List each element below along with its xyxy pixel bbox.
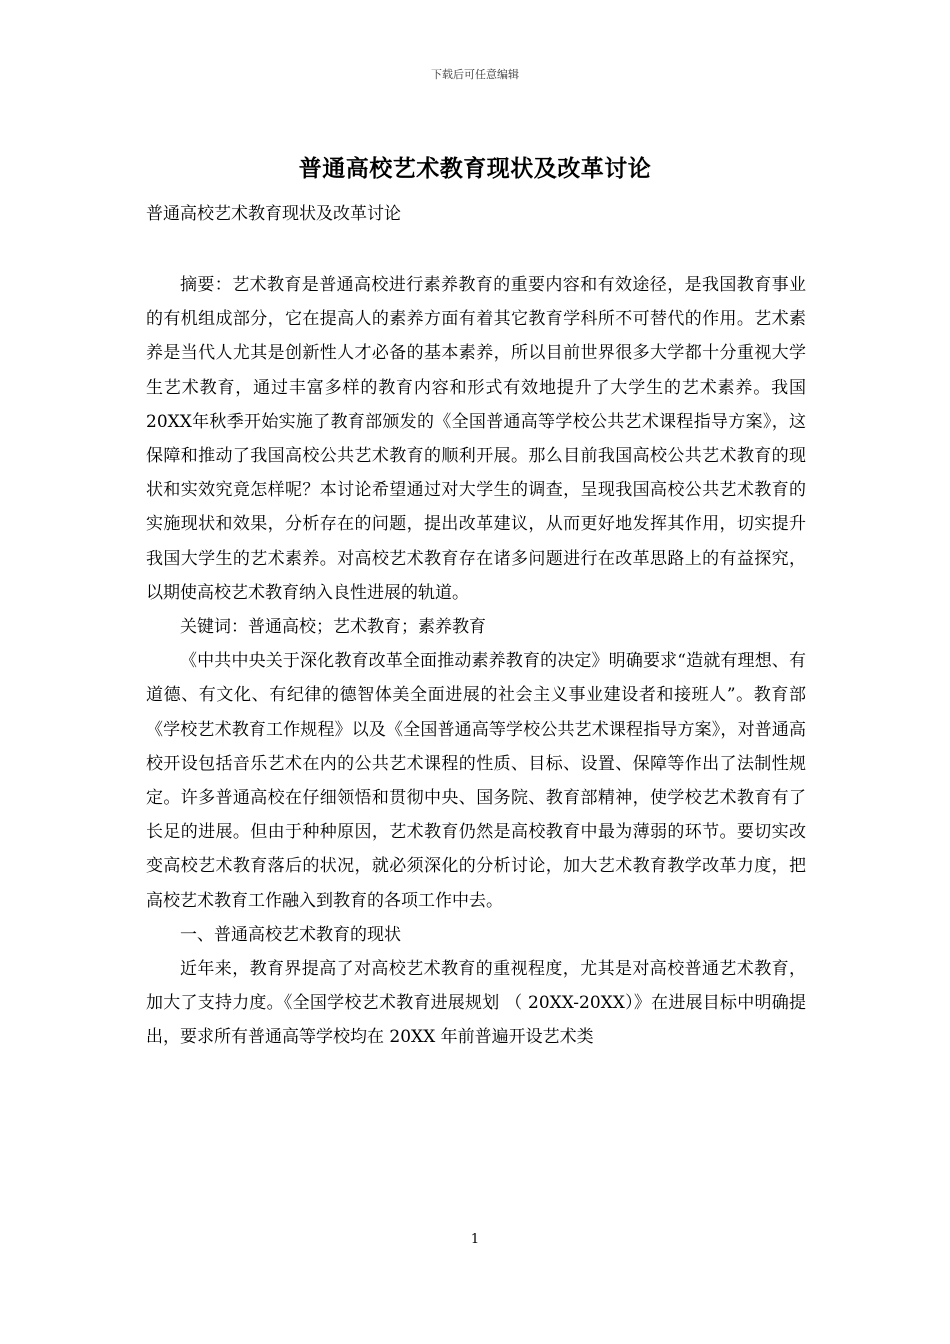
keywords-paragraph: 关键词：普通高校；艺术教育；素养教育 <box>180 617 486 638</box>
document-title: 普通高校艺术教育现状及改革讨论 <box>298 155 652 182</box>
document-body <box>146 268 806 1055</box>
section-heading: 一、普通高校艺术教育的现状 <box>180 924 401 945</box>
abstract-paragraph: 摘要：艺术教育是普通高校进行素养教育的重要内容和有效途径，是我国教育事业的有机组成部分，它在提高人的素养方面有着其它教育学科所不可替代的作用。艺术素养是当代人尤其是创新性人才必备的基本素养，所以目前世界很多大学都十分重视大学生艺术教育，通过丰富多样的教育内容和形式有效地提升了大学生的艺术素养。我国 20XX年秋季开始实施了教育部颁发的《全国普通高等学校公共艺术课程指导方案》，这保障和推动了我国高校公共艺术教育的顺利开展。那么目前我国高校公共艺术教育的现状和实效究竟怎样呢？本讨论希望通过对大学生的调查，呈现我国高校公共艺术教育的实施现状和效果，分析存在的问题，提出改革建议，从而更好地发挥其作用，切实提升我国大学生的艺术素养。对高校艺术教育存在诸多问题进行在改革思路上的有益探究，以期使高校艺术教育纳入良性进展的轨道。 <box>146 275 806 603</box>
page-number: 1 <box>470 1232 480 1247</box>
document-subtitle: 普通高校艺术教育现状及改革讨论 <box>146 204 401 224</box>
section-paragraph: 近年来，教育界提高了对高校艺术教育的重视程度，尤其是对高校普通艺术教育，加大了支持力度。《全国学校艺术教育进展规划 （ 20XX-20XX）》在进展目标中明确提出，要求所有普通高等学校均在 20XX 年前普遍开设艺术类 <box>146 959 806 1048</box>
intro-paragraph: 《中共中央关于深化教育改革全面推动素养教育的决定》明确要求“造就有理想、有道德、有文化、有纪律的德智体美全面进展的社会主义事业建设者和接班人”。教育部《学校艺术教育工作规程》以及《全国普通高等学校公共艺术课程指导方案》，对普通高校开设包括音乐艺术在内的公共艺术课程的性质、目标、设置、保障等作出了法制性规定。许多普通高校在仔细领悟和贯彻中央、国务院、教育部精神，使学校艺术教育有了长足的进展。但由于种种原因，艺术教育仍然是高校教育中最为薄弱的环节。要切实改变高校艺术教育落后的状况，就必须深化的分析讨论，加大艺术教育教学改革力度，把高校艺术教育工作融入到教育的各项工作中去。 <box>146 651 806 911</box>
header-note: 下载后可任意编辑 <box>431 68 519 81</box>
